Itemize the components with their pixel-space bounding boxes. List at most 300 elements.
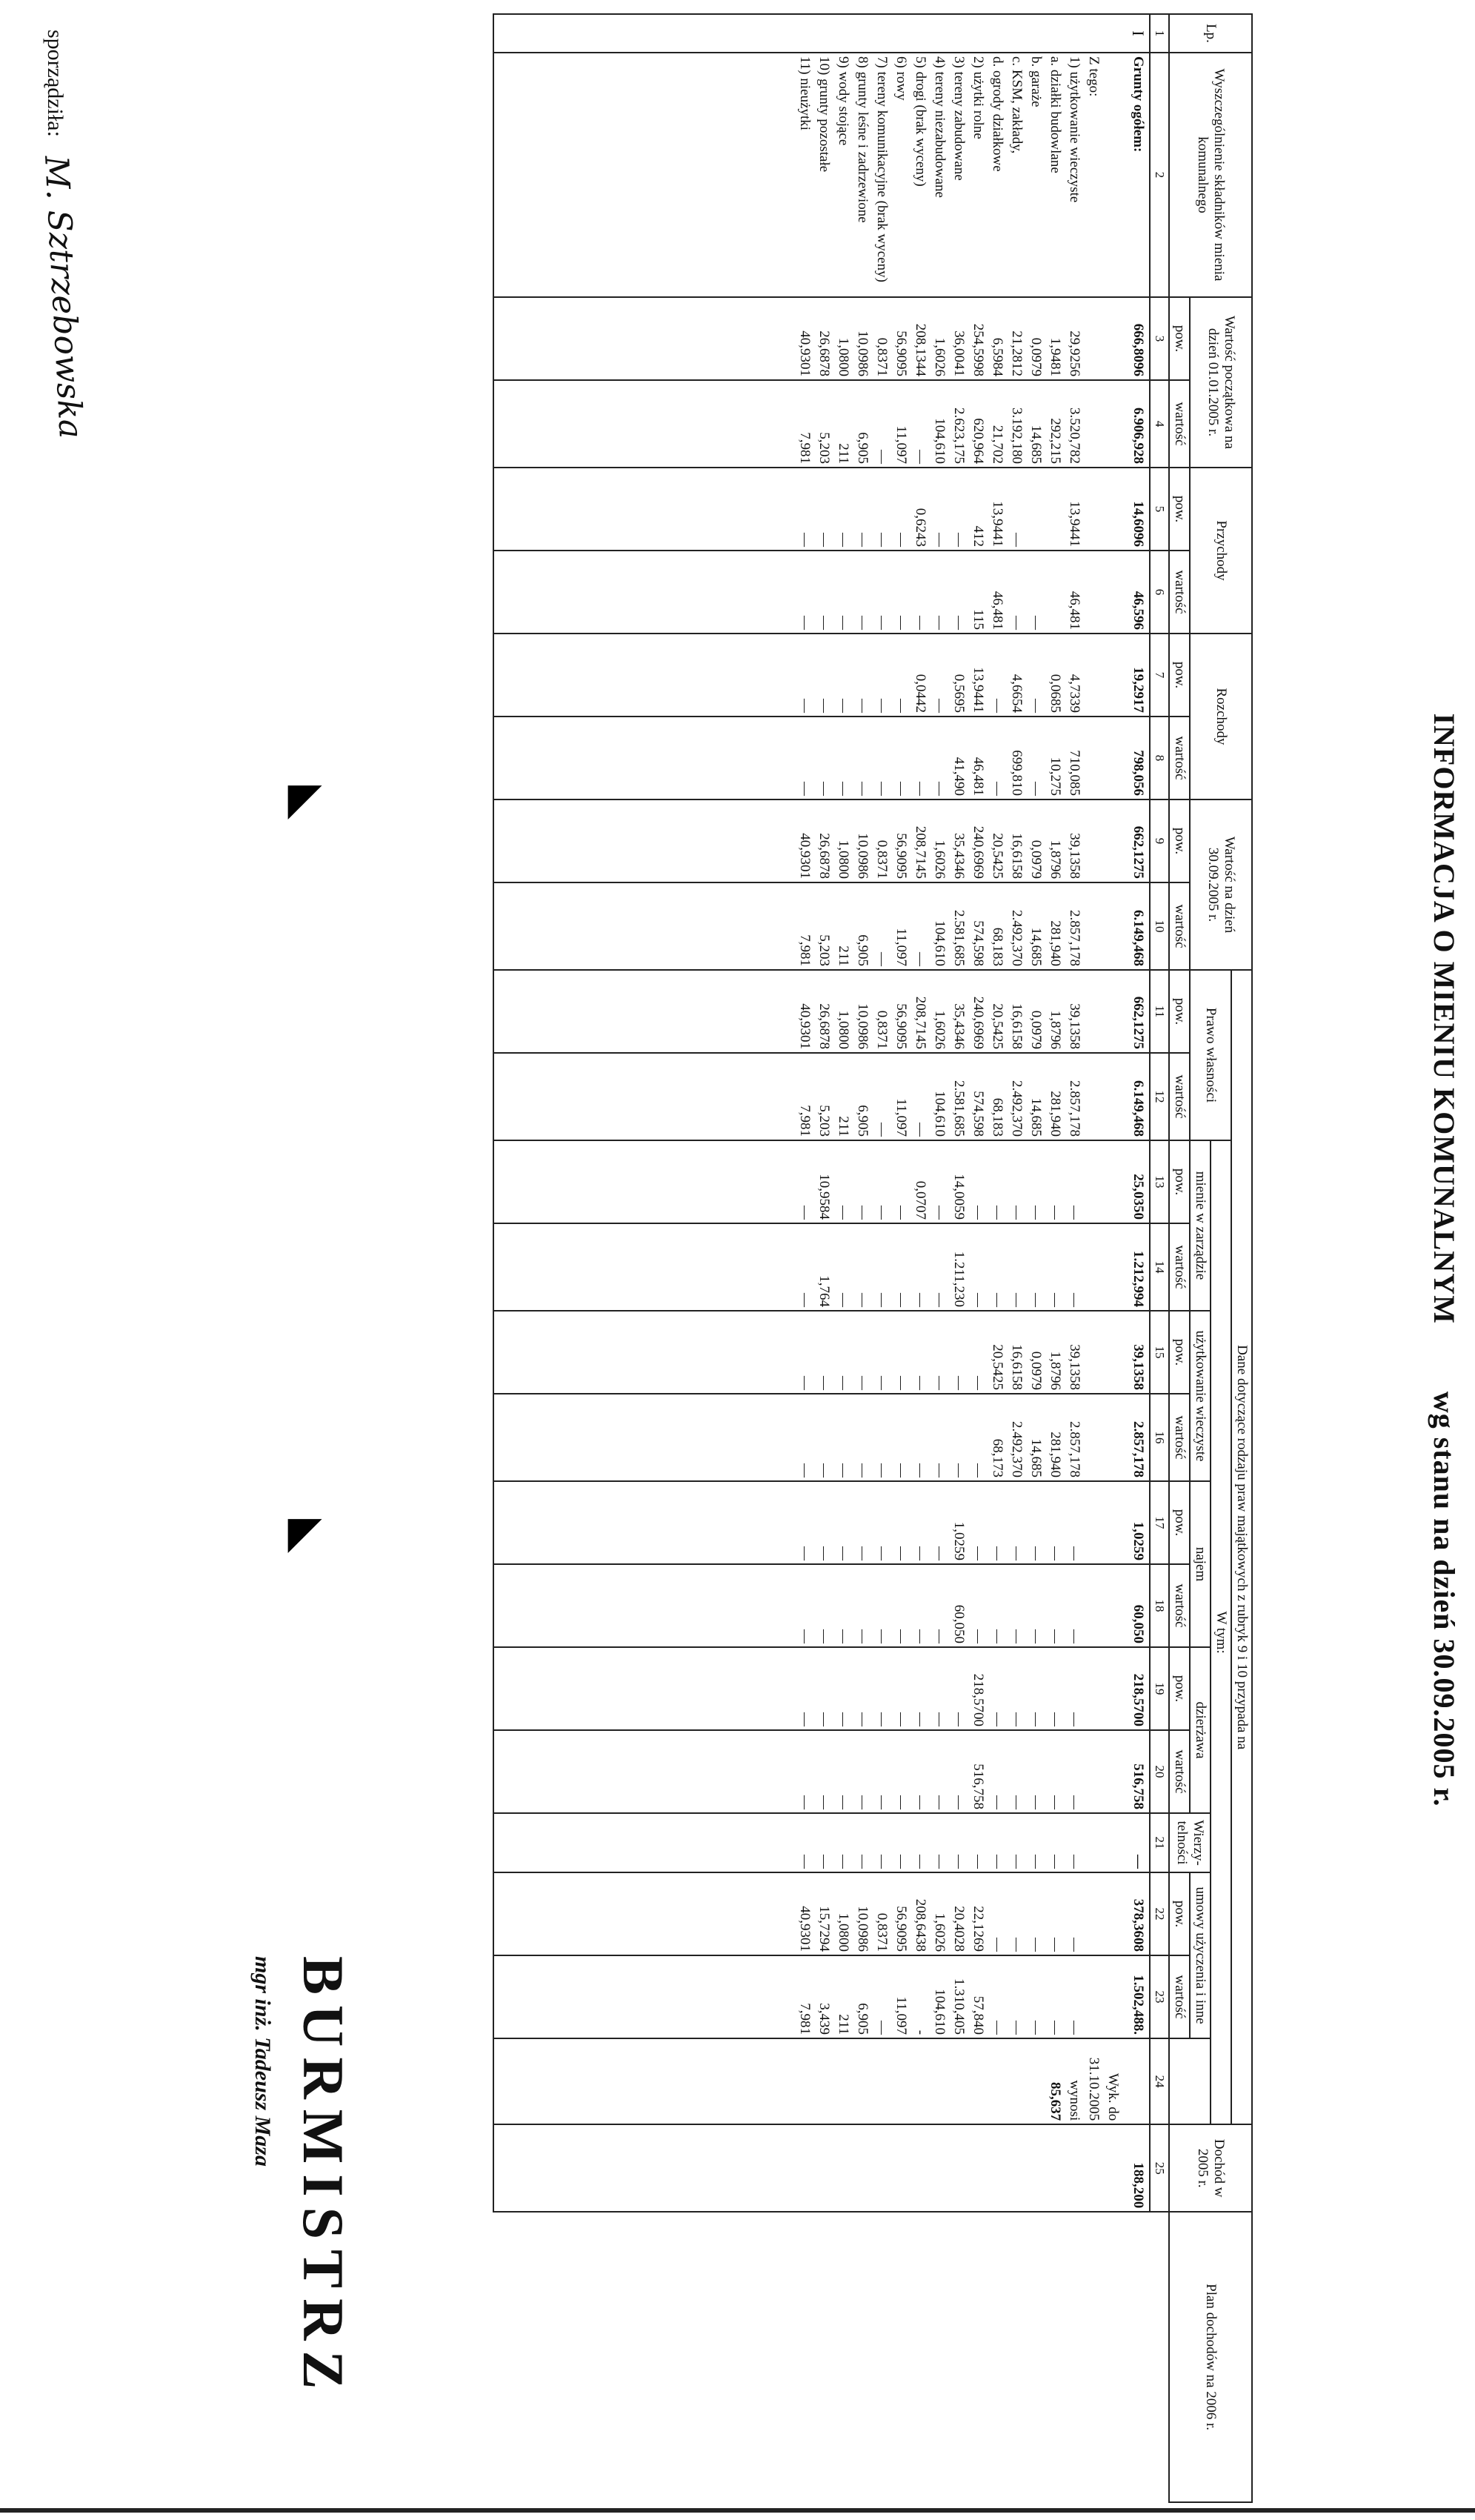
cell-value	[1084, 554, 1103, 630]
total-value: 218,5700	[1131, 1673, 1146, 1727]
cell-value: —	[970, 1546, 986, 1561]
cell-value: —	[990, 1938, 1005, 1952]
value-column-6	[493, 551, 1150, 634]
cell-value: —	[1009, 533, 1025, 547]
cell-value: —	[932, 533, 948, 547]
total-value: 46,596	[1131, 591, 1146, 631]
column-number-row	[1150, 14, 1169, 2502]
cell-value: —	[893, 1206, 909, 1220]
cell-value: 104,610	[932, 1989, 948, 2035]
cell-value: 0,0442	[913, 674, 928, 714]
column-number: 23	[1150, 1955, 1169, 2038]
cell-value: —	[797, 699, 813, 714]
cell-value	[1084, 301, 1103, 376]
subheader-wartosc: wartość	[1169, 1730, 1190, 1813]
cell-value: —	[1009, 1546, 1025, 1561]
cell-value: —	[970, 1376, 986, 1391]
cell-value	[1084, 1817, 1103, 1869]
value-column-19	[493, 1647, 1150, 1730]
cell-value: —	[951, 1795, 967, 1810]
subheader-pow: pow.	[1169, 634, 1190, 717]
cell-value: —	[855, 616, 870, 631]
cell-value: —	[932, 1795, 948, 1810]
cell-value: 68,173	[990, 1438, 1005, 1478]
cell-value: 39,1358	[1067, 1344, 1082, 1391]
cell-value: 208,7145	[913, 996, 928, 1050]
cell-value: —	[1048, 2021, 1063, 2035]
cell-value: 7,981	[797, 934, 813, 967]
cell-value: 208,6438	[913, 1898, 928, 1952]
column-number: 12	[1150, 1053, 1169, 1140]
cell-value: 1,0800	[836, 840, 851, 880]
cell-value: 0,8371	[874, 1010, 890, 1050]
cell-value: —	[836, 533, 851, 547]
cell-value: —	[1028, 1855, 1044, 1869]
cell-value: 104,610	[932, 1091, 948, 1137]
cell-value: 2.857,178	[1067, 1080, 1082, 1137]
column-number: 17	[1150, 1481, 1169, 1564]
cell-value: 13,9441	[970, 667, 986, 714]
cell-value	[1084, 886, 1103, 966]
cell-value: 11,097	[893, 1996, 909, 2035]
total-value: 2.857,178	[1131, 1421, 1146, 1478]
handwritten-signature: M. Sztrzebowska	[37, 154, 90, 440]
cell-value	[1026, 471, 1045, 547]
cell-value: 5,203	[816, 934, 832, 967]
cell-value: —	[836, 1855, 851, 1869]
row-label: 7) tereny komunikacyjne (brak wyceny)	[874, 56, 890, 282]
row-label: 5) drogi (brak wyceny)	[913, 56, 928, 187]
cell-value: —	[951, 1376, 967, 1391]
header-ownership: Prawo własności	[1190, 970, 1231, 1140]
cell-value: 0,8371	[874, 337, 890, 376]
cell-value: —	[932, 1855, 948, 1869]
cell-value: 10,0986	[855, 1003, 870, 1050]
header-lp: Lp.	[1169, 14, 1252, 53]
total-value: 1.502,488.	[1131, 1975, 1146, 2035]
cell-value: —	[816, 1795, 832, 1810]
subheader-wartosc: wartość	[1169, 882, 1190, 970]
header-income-2005: Dochód w 2005 r.	[1169, 2124, 1252, 2212]
cell-value: —	[990, 699, 1005, 714]
cell-value: —	[893, 1293, 909, 1308]
cell-value: 21,702	[990, 425, 1005, 464]
cell-value: —	[913, 782, 928, 797]
cell-value: —	[836, 1376, 851, 1391]
cell-value: 6,905	[855, 432, 870, 464]
cell-value: 2.492,370	[1009, 910, 1025, 967]
cell-value: —	[797, 616, 813, 631]
cell-value: 46,481	[970, 757, 986, 797]
cell-value: —	[797, 1795, 813, 1810]
header-start-value: Wartość początkowa na dzień 01.01.2005 r.	[1190, 297, 1252, 468]
cell-value: —	[816, 782, 832, 797]
cell-value: 68,183	[990, 1097, 1005, 1137]
cell-value: —	[951, 1463, 967, 1478]
header-of-which: W tym:	[1211, 1140, 1231, 2124]
cell-value: —	[913, 1376, 928, 1391]
cell-value: 10,275	[1048, 757, 1063, 797]
cell-value: 6,905	[855, 2003, 870, 2035]
cell-value: —	[951, 616, 967, 631]
cell-value: —	[1028, 1795, 1044, 1810]
value-column-12	[493, 1053, 1150, 1140]
row-label: 4) tereny niezabudowane	[932, 56, 948, 198]
cell-value: —	[797, 1293, 813, 1308]
cell-value	[1084, 1144, 1103, 1220]
cell-value: —	[1048, 1712, 1063, 1727]
cell-value: —	[1067, 1795, 1082, 1810]
cell-value: 240,6969	[970, 825, 986, 880]
cell-value: —	[932, 1376, 948, 1391]
cell-value: 7,981	[797, 432, 813, 464]
cell-value: —	[893, 616, 909, 631]
punch-hole-mark-icon: ◣	[284, 1519, 333, 1554]
value-column-21	[493, 1813, 1150, 1872]
cell-value: 10,0986	[855, 833, 870, 880]
cell-value: 20,5425	[990, 1344, 1005, 1391]
plan-total: 188,200	[1131, 2162, 1146, 2209]
column-number: 4	[1150, 380, 1169, 468]
cell-value: 16,6158	[1009, 1003, 1025, 1050]
total-value: 60,050	[1131, 1604, 1146, 1644]
total-value: 14,6096	[1131, 501, 1146, 547]
subheader-wartosc: wartość	[1169, 551, 1190, 634]
value-column-8	[493, 717, 1150, 799]
cell-value	[1084, 1734, 1103, 1809]
cell-value: —	[913, 952, 928, 967]
cell-value: —	[893, 1795, 909, 1810]
income-note: 31.10.2005	[1086, 2057, 1102, 2121]
cell-value: 14,685	[1028, 1097, 1044, 1137]
total-value: 662,1275	[1131, 825, 1146, 880]
column-number: 2	[1150, 53, 1169, 297]
cell-value: —	[990, 1206, 1005, 1220]
cell-value: 5,203	[816, 1105, 832, 1137]
cell-value: —	[913, 616, 928, 631]
cell-value: —	[990, 782, 1005, 797]
column-number: 18	[1150, 1564, 1169, 1647]
subheader-pow: pow.	[1169, 1140, 1190, 1223]
value-column-18	[493, 1564, 1150, 1647]
cell-value: 2.581,685	[951, 910, 967, 967]
cell-value: —	[1067, 1206, 1082, 1220]
cell-value: 240,6969	[970, 996, 986, 1050]
cell-value: 2.857,178	[1067, 910, 1082, 967]
cell-value	[1084, 1651, 1103, 1726]
cell-value: 3.192,180	[1009, 408, 1025, 464]
cell-value: 20,4028	[951, 1906, 967, 1952]
total-value: 378,3608	[1131, 1898, 1146, 1952]
cell-value: 1,0259	[951, 1521, 967, 1561]
cell-value	[1084, 384, 1103, 464]
row-label: 3) tereny zabudowane	[951, 56, 967, 181]
cell-value: 281,940	[1048, 1432, 1063, 1478]
cell-value: —	[1048, 1629, 1063, 1644]
cell-value: —	[913, 1712, 928, 1727]
cell-value: 1.310,405	[951, 1978, 967, 2035]
cell-value: —	[932, 782, 948, 797]
cell-value: 0,0685	[1048, 674, 1063, 714]
total-value: 6.906,928	[1131, 408, 1146, 464]
cell-value: —	[1009, 1293, 1025, 1308]
cell-value: —	[816, 1712, 832, 1727]
cell-value: 516,758	[970, 1763, 986, 1810]
cell-value: 1,8796	[1048, 1010, 1063, 1050]
cell-value: —	[855, 1546, 870, 1561]
punch-hole-mark-icon: ◣	[284, 785, 333, 820]
cell-value: —	[1048, 1855, 1063, 1869]
cell-value: —	[836, 1629, 851, 1644]
cell-value: —	[836, 1293, 851, 1308]
cell-value: —	[893, 699, 909, 714]
cell-value: —	[836, 1546, 851, 1561]
cell-value: 699,810	[1009, 750, 1025, 797]
cell-value: 2.492,370	[1009, 1421, 1025, 1478]
cell-value: —	[1067, 1938, 1082, 1952]
cell-value: 16,6158	[1009, 833, 1025, 880]
cell-value: —	[1028, 1546, 1044, 1561]
cell-value: —	[874, 1206, 890, 1220]
cell-value: 13,9441	[990, 501, 1005, 547]
cell-value	[1084, 1397, 1103, 1477]
cell-value: 2.492,370	[1009, 1080, 1025, 1137]
cell-value: —	[797, 1855, 813, 1869]
cell-value: —	[855, 782, 870, 797]
cell-value: 292,215	[1048, 418, 1063, 464]
value-column-3	[493, 297, 1150, 380]
value-column-17	[493, 1481, 1150, 1564]
cell-value: 20,5425	[990, 1003, 1005, 1050]
cell-value: 0,0979	[1028, 1351, 1044, 1391]
cell-value: —	[932, 1293, 948, 1308]
value-column-11	[493, 970, 1150, 1053]
total-value: 1,0259	[1131, 1521, 1146, 1561]
cell-value: 0,5695	[951, 674, 967, 714]
cell-value: —	[932, 616, 948, 631]
cell-value: —	[874, 1795, 890, 1810]
section-title: Grunty ogółem:	[1131, 56, 1146, 153]
value-column-15	[493, 1311, 1150, 1394]
cell-value: —	[990, 1855, 1005, 1869]
cell-value: 281,940	[1048, 1091, 1063, 1137]
income-note: wynosi	[1067, 2080, 1082, 2121]
total-value: 666,8096	[1131, 323, 1146, 376]
subheader-pow: pow.	[1169, 468, 1190, 551]
subheader-wartosc: wartość	[1169, 1053, 1190, 1140]
subheader-wartosc: wartość	[1169, 1564, 1190, 1647]
cell-value: —	[913, 1629, 928, 1644]
value-column-10	[493, 882, 1150, 970]
column-number: 14	[1150, 1223, 1169, 1311]
cell-value: —	[1028, 699, 1044, 714]
cell-value: —	[913, 1855, 928, 1869]
cell-value: —	[797, 533, 813, 547]
cell-value: 56,9095	[893, 330, 909, 376]
cell-value: 7,981	[797, 2003, 813, 2035]
cell-value: 1,8796	[1048, 1351, 1063, 1391]
cell-value	[1084, 1485, 1103, 1560]
cell-value: —	[1009, 1629, 1025, 1644]
cell-value: —	[951, 1855, 967, 1869]
cell-value	[1084, 1227, 1103, 1307]
cell-value: —	[932, 1463, 948, 1478]
cell-value: —	[855, 1206, 870, 1220]
cell-value: 3,439	[816, 2003, 832, 2035]
value-column-7	[493, 634, 1150, 717]
cell-value: —	[874, 952, 890, 967]
cell-value: 14,685	[1028, 927, 1044, 967]
total-value: 25,0350	[1131, 1174, 1146, 1220]
row-label: 9) wody stojące	[836, 56, 851, 146]
cell-value: 15,7294	[816, 1906, 832, 1952]
row-label: Z tego:	[1086, 56, 1102, 97]
cell-value: —	[1028, 1206, 1044, 1220]
cell-value: —	[1067, 1546, 1082, 1561]
cell-value: 620,964	[970, 418, 986, 464]
cell-value: 14,685	[1028, 425, 1044, 464]
cell-value	[1084, 1876, 1103, 1952]
cell-value: 0,8371	[874, 840, 890, 880]
cell-value: —	[951, 533, 967, 547]
cell-value: —	[970, 1293, 986, 1308]
cell-value: —	[1009, 1712, 1025, 1727]
subheader-pow: pow.	[1169, 1872, 1190, 1955]
cell-value: 2.857,178	[1067, 1421, 1082, 1478]
cell-value: —	[874, 1712, 890, 1727]
cell-value: —	[893, 533, 909, 547]
cell-value: —	[874, 1855, 890, 1869]
column-number: 7	[1150, 634, 1169, 717]
cell-value	[1084, 803, 1103, 879]
cell-value: 35,4346	[951, 833, 967, 880]
cell-value: —	[913, 1463, 928, 1478]
cell-value: —	[893, 1855, 909, 1869]
cell-value: —	[932, 1206, 948, 1220]
cell-value: 574,598	[970, 1091, 986, 1137]
cell-value: —	[855, 1629, 870, 1644]
cell-value: 1.211,230	[951, 1251, 967, 1308]
value-column-13	[493, 1140, 1150, 1223]
total-value: 19,2917	[1131, 667, 1146, 714]
cell-value: 211	[836, 443, 851, 464]
cell-value: —	[1009, 2021, 1025, 2035]
cell-value: —	[1009, 1855, 1025, 1869]
cell-value: —	[1048, 1546, 1063, 1561]
cell-value: —	[797, 1376, 813, 1391]
cell-value	[1045, 554, 1065, 630]
cell-value: —	[893, 782, 909, 797]
column-number: 20	[1150, 1730, 1169, 1813]
cell-value: 40,9301	[797, 1003, 813, 1050]
income-2005-column	[493, 2038, 1150, 2124]
cell-value: 211	[836, 2014, 851, 2035]
cell-value: —	[874, 533, 890, 547]
cell-value: 4,6654	[1009, 674, 1025, 714]
row-label: 10) grunty pozostałe	[816, 56, 832, 173]
subheader-wartosc: wartość	[1169, 717, 1190, 799]
cell-value: —	[990, 1629, 1005, 1644]
income-note: 85,637	[1048, 2081, 1063, 2121]
cell-value: 0,0979	[1028, 840, 1044, 880]
cell-value: —	[1067, 1855, 1082, 1869]
total-value: 39,1358	[1131, 1344, 1146, 1391]
header-description: Wyszczególnienie składników mienia komunalnego	[1169, 53, 1252, 297]
cell-value: —	[797, 1206, 813, 1220]
cell-value: 208,1344	[913, 323, 928, 376]
cell-value: —	[874, 1376, 890, 1391]
cell-value: —	[797, 1463, 813, 1478]
cell-value: 4,7339	[1067, 674, 1082, 714]
cell-value: 29,9256	[1067, 330, 1082, 376]
cell-value: 1,6026	[932, 1010, 948, 1050]
cell-value: 11,097	[893, 425, 909, 464]
cell-value: 3.520,782	[1067, 408, 1082, 464]
row-label: 11) nieużytki	[797, 56, 813, 131]
cell-value: —	[816, 1376, 832, 1391]
cell-value: —	[970, 1629, 986, 1644]
cell-value: —	[1028, 1938, 1044, 1952]
subheader-wartosc: wartość	[1169, 1223, 1190, 1311]
cell-value: —	[855, 533, 870, 547]
cell-value	[1084, 1959, 1103, 2035]
cell-value: —	[874, 1629, 890, 1644]
scan-edge-line	[0, 2508, 1475, 2513]
title-main: INFORMACJA O MIENIU KOMUNALNYM	[1428, 713, 1461, 1324]
cell-value: —	[874, 1123, 890, 1137]
document-title	[1427, 0, 1462, 2520]
cell-value: —	[1048, 1795, 1063, 1810]
column-number: 16	[1150, 1394, 1169, 1481]
cell-value: 68,183	[990, 927, 1005, 967]
subheader-wartosc: wartość	[1169, 1394, 1190, 1481]
column-number: 21	[1150, 1813, 1169, 1872]
cell-value: —	[932, 1546, 948, 1561]
cell-value: 13,9441	[1067, 501, 1082, 547]
cell-value: 40,9301	[797, 833, 813, 880]
cell-value: 41,490	[951, 757, 967, 797]
cell-value: —	[893, 1629, 909, 1644]
cell-value: —	[797, 1546, 813, 1561]
subheader-wartosc: wartość	[1169, 380, 1190, 468]
cell-value: 7,981	[797, 1105, 813, 1137]
cell-value: —	[855, 1376, 870, 1391]
cell-value: —	[913, 1293, 928, 1308]
value-column-23	[493, 1955, 1150, 2038]
cell-value: 40,9301	[797, 330, 813, 376]
column-number: 24	[1150, 2038, 1169, 2124]
cell-value: 22,1269	[970, 1906, 986, 1952]
mayor-stamp: BURMISTRZ	[291, 1956, 356, 2400]
cell-value: 1,8796	[1048, 840, 1063, 880]
cell-value: 5,203	[816, 432, 832, 464]
header-plan-2006: Plan dochodów na 2006 r.	[1169, 2212, 1252, 2502]
cell-value: —	[1048, 1293, 1063, 1308]
subheader-wartosc: wartość	[1169, 1955, 1190, 2038]
cell-value: —	[1067, 2021, 1082, 2035]
total-value: —	[1131, 1855, 1146, 1869]
cell-value: 46,481	[990, 591, 1005, 631]
row-label: a. działki budowlane	[1048, 56, 1063, 173]
value-column-16	[493, 1394, 1150, 1481]
title-date: wg stanu na dzień 30.09.2005 r.	[1428, 1391, 1461, 1807]
cell-value: 14,0059	[951, 1174, 967, 1220]
cell-value: 10,9584	[816, 1174, 832, 1220]
cell-value: 574,598	[970, 920, 986, 967]
cell-value: 39,1358	[1067, 1003, 1082, 1050]
cell-value: 1,6026	[932, 337, 948, 376]
column-number: 22	[1150, 1872, 1169, 1955]
